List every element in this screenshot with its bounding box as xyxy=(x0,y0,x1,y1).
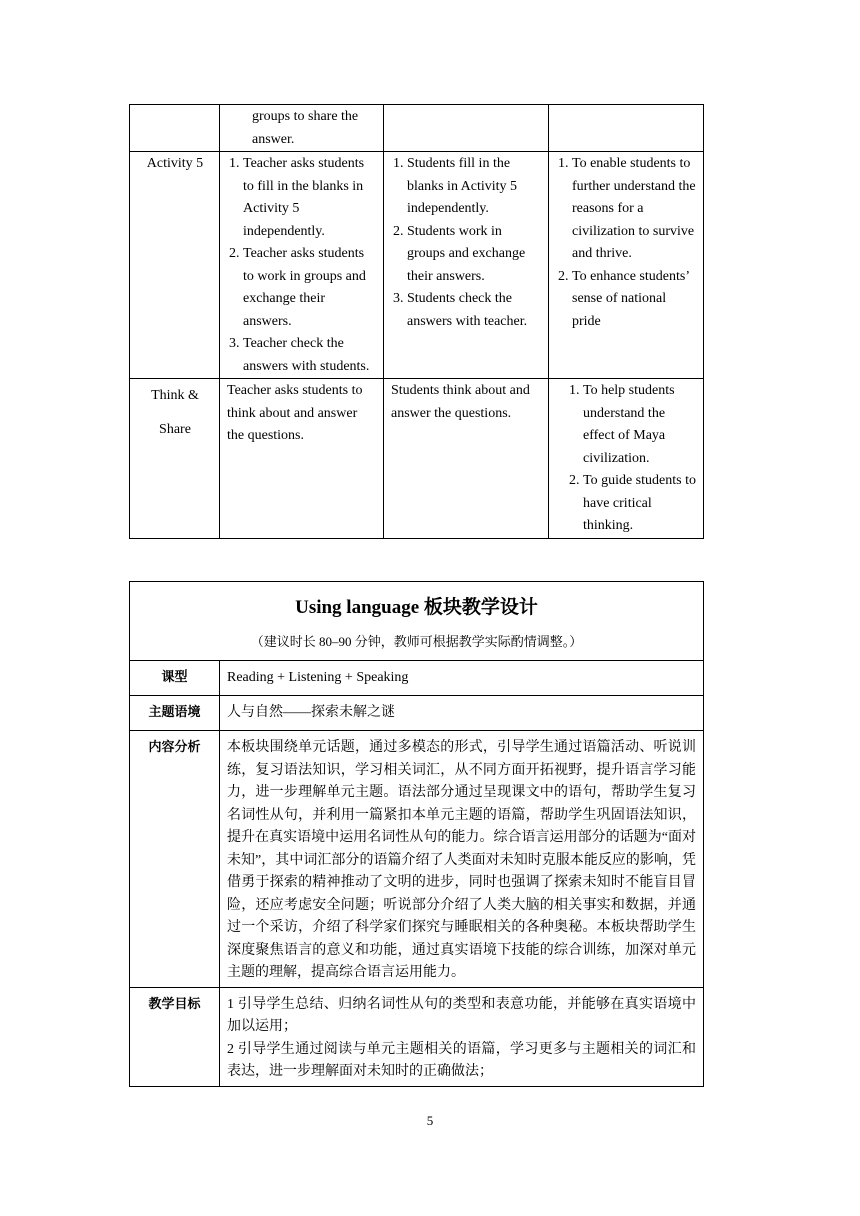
purpose-list xyxy=(556,380,697,538)
table-row xyxy=(130,105,704,152)
stage-label-line1: Think & xyxy=(151,388,199,403)
table-row xyxy=(130,152,704,379)
list-item: 2. To guide students to have critical thinking. xyxy=(583,470,697,538)
header-cell xyxy=(130,582,704,661)
table-row xyxy=(130,379,704,539)
list-item: 2. Students work in groups and exchange their answers. xyxy=(407,221,542,289)
stage-cell: Activity 5 xyxy=(130,152,220,379)
row-label: 内容分析 xyxy=(130,731,220,988)
list-item: 3. Students check the answers with teacher. xyxy=(407,288,542,333)
table-row xyxy=(130,582,704,661)
list-item: 2. To enhance students’ sense of national pride xyxy=(572,266,697,334)
table-row xyxy=(130,661,704,696)
row-label: 课型 xyxy=(130,661,220,696)
row-value: Reading + Listening + Speaking xyxy=(220,661,704,696)
table-cell xyxy=(549,105,704,152)
table-row xyxy=(130,696,704,731)
student-steps-list xyxy=(391,153,542,333)
lesson-design-table xyxy=(129,581,704,1087)
teacher-activity-cell xyxy=(220,152,384,379)
list-item: 2. Teacher asks students to work in groups and exchange their answers. xyxy=(243,243,377,333)
page-number: 5 xyxy=(426,1113,434,1128)
content-analysis-text: 本板块围绕单元话题，通过多模态的形式，引导学生通过语篇活动、听说训练，复习语法知识，学习相关词汇，从不同方面开拓视野，提升语言学习能力，进一步理解单元主题。语法部分通过呈现课文中的语句，帮助学生复习名词性从句，并利用一篇紧扣本单元主题的语篇，帮助学生巩固语法知识，提升在真实语境中运用名词性从句的能力。综合语言运用部分的话题为“面对未知”，其中词汇部分的语篇介绍了人类面对未知时克服本能反应的影响，凭借勇于探索的精神推动了文明的进步，同时也强调了探索未知时不能盲目冒险，还应考虑安全问题；听说部分介绍了人类大脑的相关事实和数据，并通过一个采访，介绍了科学家们探究与睡眠相关的各种奥秘。本板块帮助学生深度聚焦语言的意义和功能，通过真实语境下技能的综合训练，加深对单元主题的理解，提高综合语言运用能力。 xyxy=(220,731,704,988)
list-item: 1. Students fill in the blanks in Activity 5 independently. xyxy=(407,153,542,221)
row-value: 人与自然——探索未解之谜 xyxy=(220,696,704,731)
row-label: 主题语境 xyxy=(130,696,220,731)
teacher-activity-text: groups to share the answer. xyxy=(252,109,359,147)
list-item: 1. To help students understand the effect of Maya civilization. xyxy=(583,380,697,470)
goal-item: 2 引导学生通过阅读与单元主题相关的语篇，学习更多与主题相关的词汇和表达，进一步理解面对未知时的正确做法； xyxy=(227,1041,696,1079)
duration-note: （建议时长 80–90 分钟，教师可根据教学实际酌情调整。） xyxy=(250,634,583,649)
teacher-steps-list xyxy=(227,153,377,378)
row-label: 教学目标 xyxy=(130,987,220,1086)
list-item: 1. Teacher asks students to fill in the blanks in Activity 5 independently. xyxy=(243,153,377,243)
teaching-goals-cell xyxy=(220,987,704,1086)
table-cell xyxy=(130,105,220,152)
activity-table xyxy=(129,104,704,539)
list-item: 1. To enable students to further understand the reasons for a civilization to survive and thrive. xyxy=(572,153,697,266)
student-activity-cell xyxy=(384,152,549,379)
table-cell xyxy=(384,105,549,152)
section-title: Using language 板块教学设计 xyxy=(295,597,538,618)
goal-item: 1 引导学生总结、归纳名词性从句的类型和表意功能，并能够在真实语境中加以运用； xyxy=(227,996,696,1034)
table-row xyxy=(130,731,704,988)
purpose-cell xyxy=(549,152,704,379)
stage-label-line2: Share xyxy=(159,422,191,437)
list-item: 3. Teacher check the answers with students. xyxy=(243,333,377,378)
purpose-list xyxy=(556,153,697,333)
table-cell xyxy=(220,105,384,152)
purpose-cell xyxy=(549,379,704,539)
stage-cell xyxy=(130,379,220,539)
student-activity-cell: Students think about and answer the questions. xyxy=(384,379,549,539)
table-row xyxy=(130,987,704,1086)
teacher-activity-cell: Teacher asks students to think about and answer the questions. xyxy=(220,379,384,539)
